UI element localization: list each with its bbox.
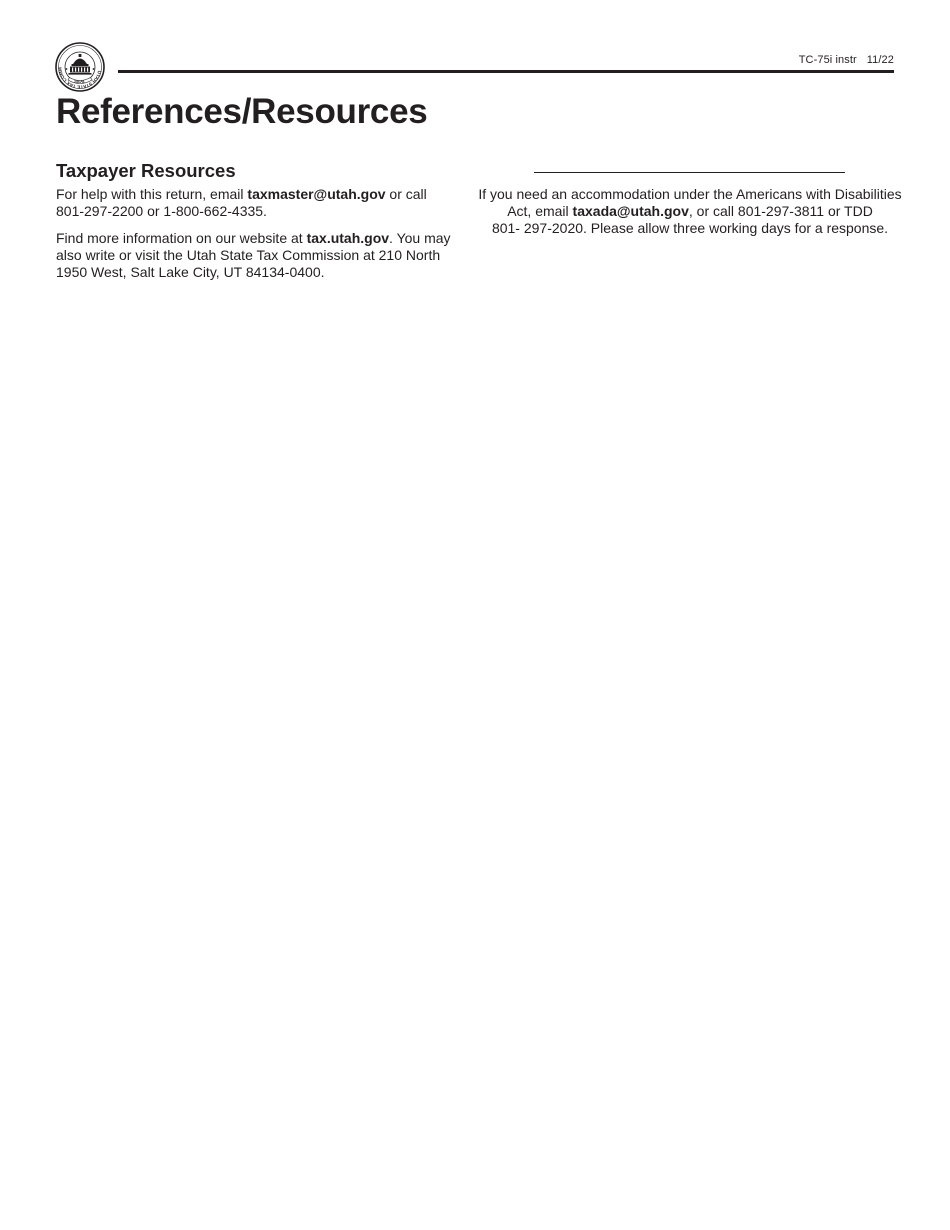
accommodation-email-lead: Act, email bbox=[507, 203, 573, 219]
help-phone-numbers: or call 801-297-2200 or 1-800-662-4335. bbox=[56, 186, 427, 219]
accommodation-notice bbox=[476, 186, 904, 237]
taxpayer-resources-heading: Taxpayer Resources bbox=[56, 160, 236, 181]
accommodation-phone: , or call 801-297-3811 or TDD bbox=[688, 203, 873, 219]
svg-text:SEAL: SEAL bbox=[74, 78, 86, 84]
help-text-lead: For help with this return, email bbox=[56, 186, 248, 202]
tax-website-link[interactable]: tax.utah.gov bbox=[306, 230, 390, 246]
svg-text:UTAH STATE TAX COMMISSION: UTAH STATE TAX COMM bbox=[57, 66, 103, 90]
accommodation-line-3: 801- 297-2020. Please allow three working days for a response. bbox=[491, 220, 889, 236]
mailing-address-text: . You may also write or visit the Utah State Tax Commission at 210 North 1950 West, Salt Lake City, UT 84134-0400. bbox=[56, 230, 451, 280]
form-number: TC-75i instr bbox=[798, 54, 857, 66]
website-paragraph bbox=[56, 230, 456, 281]
page-title: References/Resources bbox=[56, 92, 428, 131]
accommodation-line-2 bbox=[476, 203, 904, 220]
header-rule bbox=[118, 70, 894, 73]
accommodation-line-1: If you need an accommodation under the Americans with Disabilities bbox=[478, 186, 902, 202]
form-identifier bbox=[799, 54, 894, 66]
accommodation-divider bbox=[534, 172, 845, 173]
website-text-lead: Find more information on our website at bbox=[56, 230, 307, 246]
form-revision-date: 11/22 bbox=[866, 54, 894, 66]
utah-tax-commission-seal-logo bbox=[55, 42, 105, 92]
taxpayer-resources-body bbox=[56, 186, 456, 281]
taxada-email-link[interactable]: taxada@utah.gov bbox=[572, 203, 689, 219]
taxmaster-email-link[interactable]: taxmaster@utah.gov bbox=[247, 186, 386, 202]
help-contact-paragraph bbox=[56, 186, 456, 220]
